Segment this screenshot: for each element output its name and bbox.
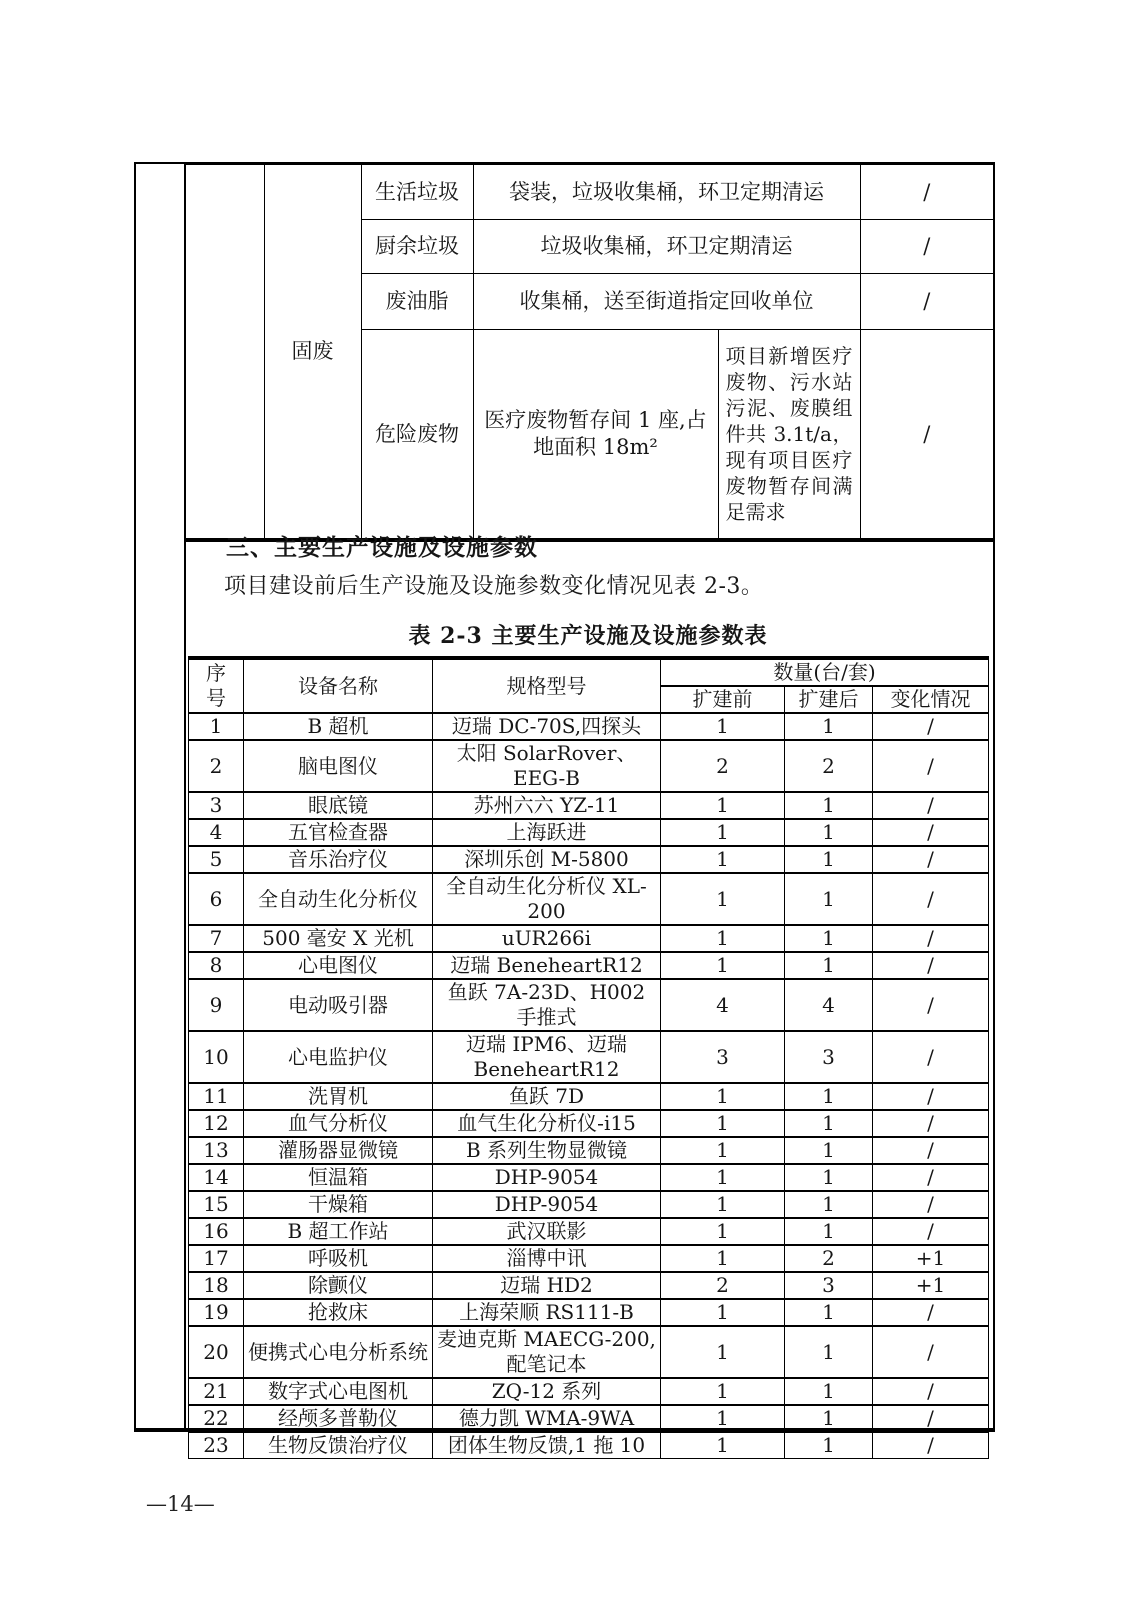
cell-name: 心电监护仪 bbox=[244, 1031, 433, 1083]
equipment-row bbox=[189, 713, 989, 740]
cell-index: 17 bbox=[189, 1245, 244, 1272]
cell-index: 15 bbox=[189, 1191, 244, 1218]
cell-before: 3 bbox=[661, 1031, 785, 1083]
cell-spec: uUR266i bbox=[433, 925, 661, 952]
cell-spec: 鱼跃 7D bbox=[433, 1083, 661, 1110]
cell-index: 7 bbox=[189, 925, 244, 952]
section-paragraph: 项目建设前后生产设施及设施参数变化情况见表 2-3。 bbox=[224, 574, 764, 599]
cell-after: 1 bbox=[785, 1405, 873, 1432]
cell-spec: 太阳 SolarRover、EEG-B bbox=[433, 740, 661, 792]
cell-index: 14 bbox=[189, 1164, 244, 1191]
cell-before: 1 bbox=[661, 952, 785, 979]
waste-row-domestic bbox=[186, 165, 993, 220]
page-number: —14— bbox=[146, 1492, 215, 1516]
waste-change-cell: / bbox=[860, 274, 993, 330]
cell-before: 2 bbox=[661, 740, 785, 792]
cell-name: 500 毫安 X 光机 bbox=[244, 925, 433, 952]
cell-index: 11 bbox=[189, 1083, 244, 1110]
header-spec: 规格型号 bbox=[433, 658, 661, 713]
cell-index: 18 bbox=[189, 1272, 244, 1299]
cell-before: 1 bbox=[661, 1164, 785, 1191]
cell-index: 23 bbox=[189, 1432, 244, 1459]
cell-spec: 深圳乐创 M-5800 bbox=[433, 846, 661, 873]
cell-change: / bbox=[873, 1191, 989, 1218]
equipment-row bbox=[189, 925, 989, 952]
cell-change: +1 bbox=[873, 1272, 989, 1299]
cell-change: / bbox=[873, 952, 989, 979]
cell-before: 1 bbox=[661, 873, 785, 925]
cell-change: / bbox=[873, 1218, 989, 1245]
cell-index: 9 bbox=[189, 979, 244, 1031]
cell-name: 血气分析仪 bbox=[244, 1110, 433, 1137]
cell-before: 1 bbox=[661, 1378, 785, 1405]
cell-name: 抢救床 bbox=[244, 1299, 433, 1326]
waste-measure-cell: 垃圾收集桶，环卫定期清运 bbox=[473, 220, 860, 274]
cell-name: 电动吸引器 bbox=[244, 979, 433, 1031]
cell-after: 1 bbox=[785, 1110, 873, 1137]
cell-spec: DHP-9054 bbox=[433, 1191, 661, 1218]
section-heading: 三、主要生产设施及设施参数 bbox=[226, 534, 538, 561]
cell-after: 1 bbox=[785, 1083, 873, 1110]
cell-spec: 麦迪克斯 MAECG-200, 配笔记本 bbox=[433, 1326, 661, 1378]
equipment-row bbox=[189, 740, 989, 792]
cell-index: 19 bbox=[189, 1299, 244, 1326]
cell-spec: 迈瑞 DC-70S,四探头 bbox=[433, 713, 661, 740]
cell-index: 22 bbox=[189, 1405, 244, 1432]
cell-before: 1 bbox=[661, 1218, 785, 1245]
equipment-row bbox=[189, 1432, 989, 1459]
cell-after: 1 bbox=[785, 846, 873, 873]
cell-change: / bbox=[873, 925, 989, 952]
cell-after: 1 bbox=[785, 1326, 873, 1378]
cell-change: / bbox=[873, 846, 989, 873]
equipment-row bbox=[189, 1164, 989, 1191]
cell-before: 1 bbox=[661, 792, 785, 819]
cell-change: / bbox=[873, 873, 989, 925]
cell-after: 3 bbox=[785, 1031, 873, 1083]
equipment-row bbox=[189, 1272, 989, 1299]
cell-name: 音乐治疗仪 bbox=[244, 846, 433, 873]
cell-spec: 上海跃进 bbox=[433, 819, 661, 846]
cell-index: 3 bbox=[189, 792, 244, 819]
waste-change-cell: / bbox=[860, 220, 993, 274]
waste-measure-cell: 袋装，垃圾收集桶，环卫定期清运 bbox=[473, 165, 860, 220]
cell-spec: 迈瑞 BeneheartR12 bbox=[433, 952, 661, 979]
cell-change: / bbox=[873, 1164, 989, 1191]
cell-index: 13 bbox=[189, 1137, 244, 1164]
cell-change: / bbox=[873, 1110, 989, 1137]
cell-spec: 苏州六六 YZ-11 bbox=[433, 792, 661, 819]
cell-before: 1 bbox=[661, 846, 785, 873]
equipment-row bbox=[189, 792, 989, 819]
cell-name: B 超机 bbox=[244, 713, 433, 740]
cell-index: 2 bbox=[189, 740, 244, 792]
cell-spec: 团体生物反馈,1 拖 10 bbox=[433, 1432, 661, 1459]
cell-spec: 鱼跃 7A-23D、H002 手推式 bbox=[433, 979, 661, 1031]
header-after: 扩建后 bbox=[785, 686, 873, 713]
cell-after: 3 bbox=[785, 1272, 873, 1299]
cell-name: 脑电图仪 bbox=[244, 740, 433, 792]
cell-change: / bbox=[873, 1432, 989, 1459]
cell-name: 眼底镜 bbox=[244, 792, 433, 819]
cell-index: 1 bbox=[189, 713, 244, 740]
waste-type-cell: 危险废物 bbox=[361, 330, 473, 541]
cell-index: 21 bbox=[189, 1378, 244, 1405]
cell-change: / bbox=[873, 713, 989, 740]
equipment-row bbox=[189, 1191, 989, 1218]
cell-after: 1 bbox=[785, 819, 873, 846]
cell-index: 6 bbox=[189, 873, 244, 925]
cell-change: / bbox=[873, 792, 989, 819]
solid-waste-table bbox=[186, 164, 993, 542]
header-index bbox=[189, 658, 244, 713]
waste-type-cell: 生活垃圾 bbox=[361, 165, 473, 220]
equipment-row bbox=[189, 1031, 989, 1083]
table-caption: 表 2-3 主要生产设施及设施参数表 bbox=[408, 623, 768, 649]
cell-after: 1 bbox=[785, 1164, 873, 1191]
cell-before: 1 bbox=[661, 819, 785, 846]
cell-before: 2 bbox=[661, 1272, 785, 1299]
waste-type-cell: 废油脂 bbox=[361, 274, 473, 330]
cell-before: 1 bbox=[661, 925, 785, 952]
cell-before: 1 bbox=[661, 1083, 785, 1110]
cell-index: 16 bbox=[189, 1218, 244, 1245]
cell-change: / bbox=[873, 1137, 989, 1164]
cell-spec: 血气生化分析仪-i15 bbox=[433, 1110, 661, 1137]
equipment-row bbox=[189, 1378, 989, 1405]
cell-change: / bbox=[873, 740, 989, 792]
waste-measure-cell: 医疗废物暂存间 1 座,占地面积 18m² bbox=[473, 330, 718, 541]
equipment-row bbox=[189, 1405, 989, 1432]
cell-spec: ZQ-12 系列 bbox=[433, 1378, 661, 1405]
cell-before: 4 bbox=[661, 979, 785, 1031]
cell-spec: 上海荣顺 RS111-B bbox=[433, 1299, 661, 1326]
cell-after: 1 bbox=[785, 873, 873, 925]
cell-before: 1 bbox=[661, 1137, 785, 1164]
cell-name: 洗胃机 bbox=[244, 1083, 433, 1110]
equipment-header-row-1 bbox=[189, 658, 989, 686]
cell-after: 1 bbox=[785, 1432, 873, 1459]
header-name: 设备名称 bbox=[244, 658, 433, 713]
cell-change: / bbox=[873, 1299, 989, 1326]
waste-note-cell: 项目新增医疗废物、污水站污泥、废膜组件共 3.1t/a，现有项目医疗废物暂存间满足需求 bbox=[718, 330, 860, 541]
equipment-table-head bbox=[189, 658, 989, 713]
cell-index: 12 bbox=[189, 1110, 244, 1137]
waste-left-empty-cell bbox=[186, 165, 264, 541]
cell-after: 1 bbox=[785, 1191, 873, 1218]
cell-change: / bbox=[873, 1031, 989, 1083]
cell-name: 心电图仪 bbox=[244, 952, 433, 979]
cell-spec: 武汉联影 bbox=[433, 1218, 661, 1245]
equipment-table bbox=[188, 656, 989, 1459]
cell-change: / bbox=[873, 819, 989, 846]
header-index-line2: 号 bbox=[206, 686, 226, 710]
equipment-row bbox=[189, 1299, 989, 1326]
cell-name: 全自动生化分析仪 bbox=[244, 873, 433, 925]
equipment-row bbox=[189, 846, 989, 873]
waste-type-cell: 厨余垃圾 bbox=[361, 220, 473, 274]
equipment-row bbox=[189, 1245, 989, 1272]
equipment-row bbox=[189, 873, 989, 925]
cell-name: 恒温箱 bbox=[244, 1164, 433, 1191]
cell-spec: B 系列生物显微镜 bbox=[433, 1137, 661, 1164]
header-index-line1: 序 bbox=[206, 661, 226, 685]
cell-after: 1 bbox=[785, 792, 873, 819]
cell-name: 灌肠器显微镜 bbox=[244, 1137, 433, 1164]
waste-measure-cell: 收集桶，送至街道指定回收单位 bbox=[473, 274, 860, 330]
cell-spec: DHP-9054 bbox=[433, 1164, 661, 1191]
cell-change: / bbox=[873, 1405, 989, 1432]
cell-spec: 淄博中讯 bbox=[433, 1245, 661, 1272]
cell-change: / bbox=[873, 1326, 989, 1378]
cell-name: B 超工作站 bbox=[244, 1218, 433, 1245]
header-quantity-group: 数量(台/套) bbox=[661, 658, 989, 686]
cell-after: 1 bbox=[785, 1299, 873, 1326]
cell-before: 1 bbox=[661, 1326, 785, 1378]
cell-index: 8 bbox=[189, 952, 244, 979]
cell-spec: 迈瑞 HD2 bbox=[433, 1272, 661, 1299]
waste-category-cell: 固废 bbox=[264, 165, 361, 541]
cell-index: 10 bbox=[189, 1031, 244, 1083]
cell-after: 4 bbox=[785, 979, 873, 1031]
cell-after: 1 bbox=[785, 952, 873, 979]
cell-name: 除颤仪 bbox=[244, 1272, 433, 1299]
cell-before: 1 bbox=[661, 1245, 785, 1272]
cell-name: 生物反馈治疗仪 bbox=[244, 1432, 433, 1459]
cell-after: 1 bbox=[785, 1137, 873, 1164]
waste-change-cell: / bbox=[860, 165, 993, 220]
waste-change-cell: / bbox=[860, 330, 993, 541]
cell-name: 干燥箱 bbox=[244, 1191, 433, 1218]
cell-name: 经颅多普勒仪 bbox=[244, 1405, 433, 1432]
cell-index: 20 bbox=[189, 1326, 244, 1378]
equipment-row bbox=[189, 1083, 989, 1110]
cell-change: / bbox=[873, 1378, 989, 1405]
cell-spec: 迈瑞 IPM6、迈瑞 BeneheartR12 bbox=[433, 1031, 661, 1083]
equipment-row bbox=[189, 1137, 989, 1164]
cell-after: 1 bbox=[785, 713, 873, 740]
cell-after: 1 bbox=[785, 925, 873, 952]
equipment-row bbox=[189, 952, 989, 979]
cell-spec: 全自动生化分析仪 XL-200 bbox=[433, 873, 661, 925]
header-change: 变化情况 bbox=[873, 686, 989, 713]
cell-before: 1 bbox=[661, 1191, 785, 1218]
cell-name: 五官检查器 bbox=[244, 819, 433, 846]
equipment-row bbox=[189, 979, 989, 1031]
cell-name: 数字式心电图机 bbox=[244, 1378, 433, 1405]
cell-change: +1 bbox=[873, 1245, 989, 1272]
equipment-row bbox=[189, 1218, 989, 1245]
equipment-row bbox=[189, 819, 989, 846]
cell-change: / bbox=[873, 979, 989, 1031]
equipment-row bbox=[189, 1326, 989, 1378]
cell-spec: 德力凯 WMA-9WA bbox=[433, 1405, 661, 1432]
cell-before: 1 bbox=[661, 1110, 785, 1137]
equipment-row bbox=[189, 1110, 989, 1137]
cell-before: 1 bbox=[661, 1405, 785, 1432]
cell-after: 1 bbox=[785, 1378, 873, 1405]
header-before: 扩建前 bbox=[661, 686, 785, 713]
cell-after: 2 bbox=[785, 740, 873, 792]
cell-change: / bbox=[873, 1083, 989, 1110]
cell-name: 呼吸机 bbox=[244, 1245, 433, 1272]
cell-index: 4 bbox=[189, 819, 244, 846]
cell-before: 1 bbox=[661, 1299, 785, 1326]
cell-after: 2 bbox=[785, 1245, 873, 1272]
cell-before: 1 bbox=[661, 713, 785, 740]
cell-before: 1 bbox=[661, 1432, 785, 1459]
cell-after: 1 bbox=[785, 1218, 873, 1245]
cell-name: 便携式心电分析系统 bbox=[244, 1326, 433, 1378]
cell-index: 5 bbox=[189, 846, 244, 873]
equipment-table-body bbox=[189, 713, 989, 1459]
